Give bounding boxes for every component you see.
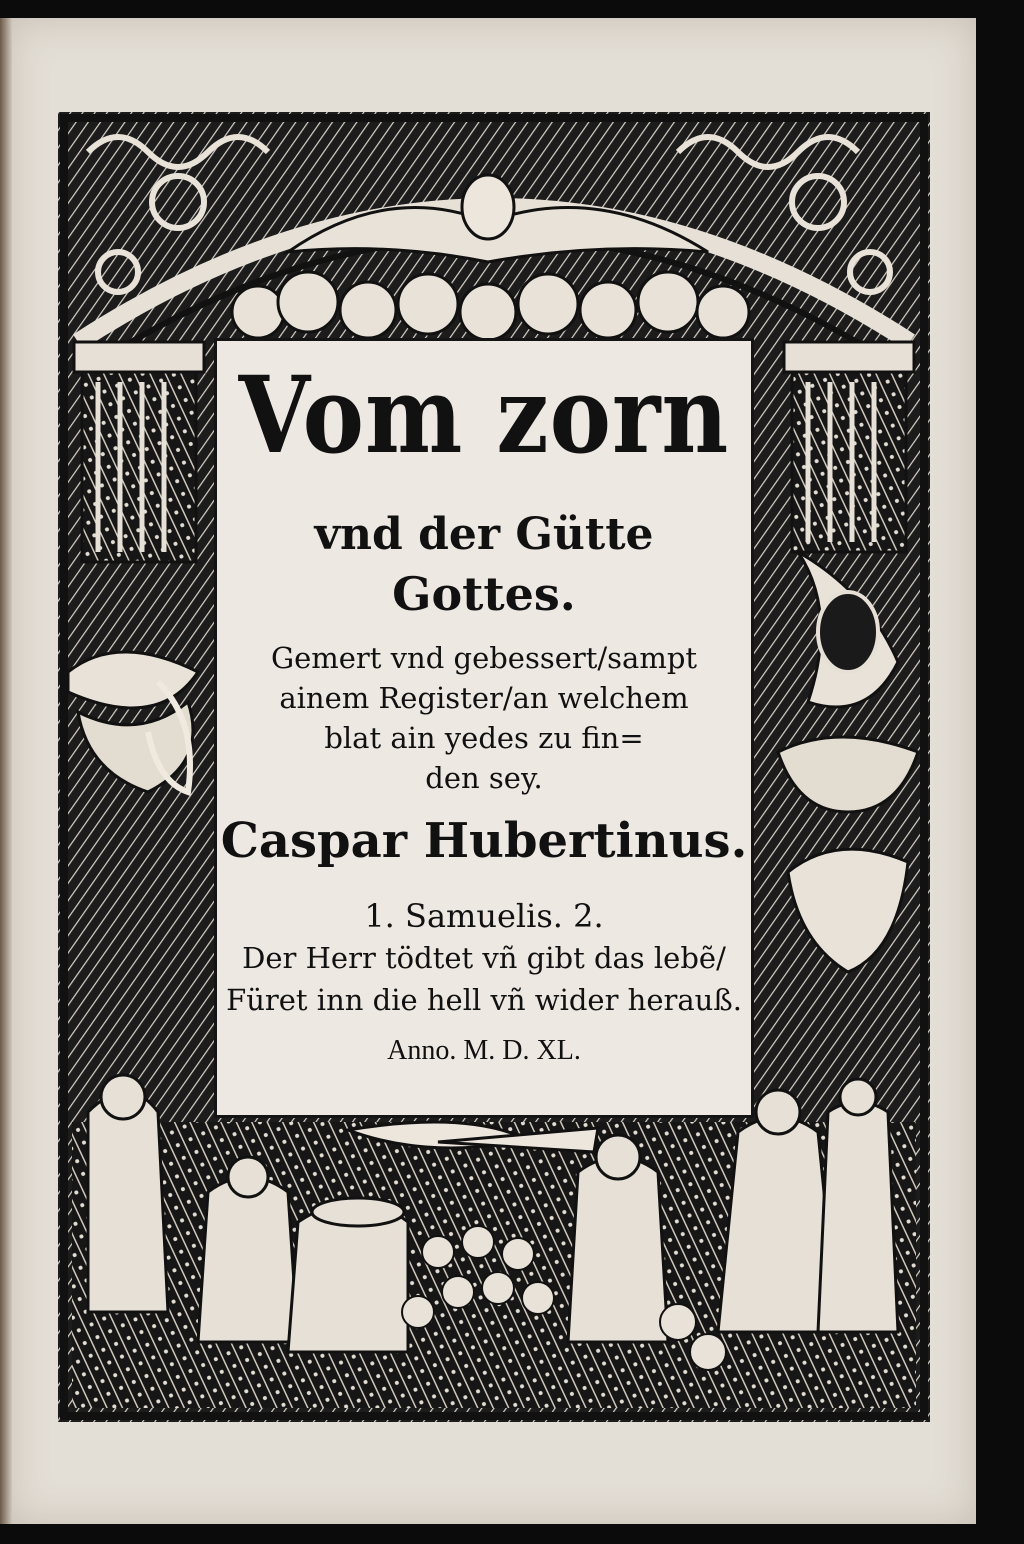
title-panel [214, 338, 754, 1118]
author-name: Caspar Hubertinus. [220, 813, 748, 869]
title-line-3: Gottes. [392, 567, 576, 621]
title-line-2: vnd der Gütte [314, 509, 654, 560]
title-line-1: Vom zorn [238, 352, 730, 478]
description-line-2: ainem Register/an welchem [279, 681, 689, 715]
description-line-4: den sey. [425, 761, 543, 795]
description-line-1: Gemert vnd gebessert/sampt [270, 641, 698, 675]
quote-line-1: Der Herr tödtet vñ gibt das lebẽ/ [242, 941, 726, 975]
page-binding-edge [0, 18, 12, 1524]
description-line-3: blat ain yedes zu fin= [324, 721, 644, 755]
bottom-scene [72, 1075, 916, 1408]
scripture-reference: 1. Samuelis. 2. [364, 897, 604, 935]
publication-date: Anno. M. D. XL. [387, 1035, 581, 1066]
quote-line-2: Füret inn die hell vñ wider herauß. [226, 983, 742, 1017]
